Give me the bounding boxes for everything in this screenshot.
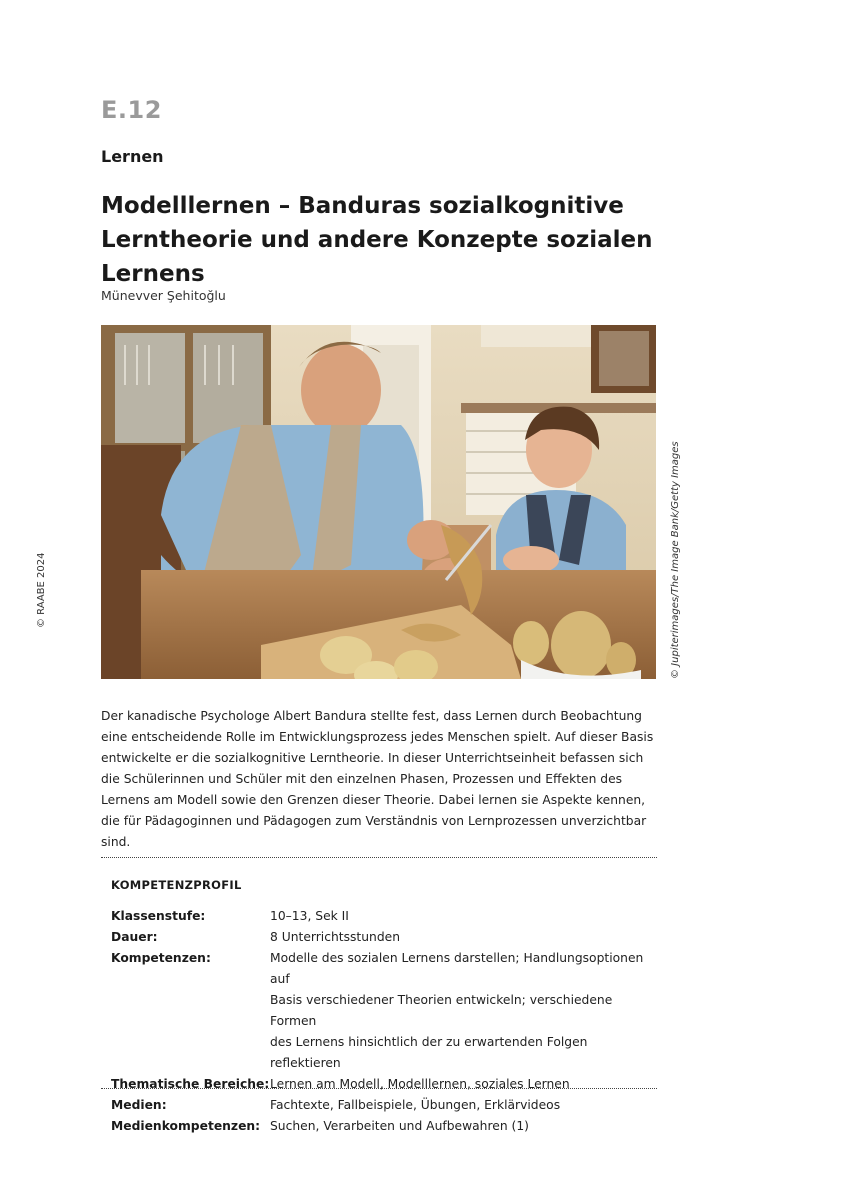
competence-profile-heading: KOMPETENZPROFIL [111,878,242,892]
profile-value: Lernen am Modell, Modelllernen, soziales Lernen [270,1077,570,1091]
profile-row-duration [111,927,651,948]
profile-row-media [111,1095,651,1116]
unit-code: E.12 [101,96,162,124]
profile-row-grade [111,906,651,927]
photo-credit: © Jupiterimages/The Image Bank/Getty Images [670,441,681,679]
profile-label: Dauer: [111,930,158,944]
category-label: Lernen [101,147,164,166]
intro-paragraph: Der kanadische Psychologe Albert Bandura stellte fest, dass Lernen durch Beobachtung eine entscheidende Rolle im Entwicklungsprozess jedes Menschen spielt. Auf dieser Basis entwickelte er die sozialkognitive Lerntheorie. In dieser Unterrichtseinheit befassen sich die Schülerinnen und Schüler mit den einzelnen Phasen, Prozessen und Effekten des Lernens am Modell sowie den Grenzen dieser Theorie. Dabei lernen sie Aspekte kennen, die für Pädagoginnen und Pädagogen zum Verständnis von Lernprozessen unverzichtbar sind. [101,709,654,849]
divider-bottom [101,1088,657,1089]
profile-value: Fachtexte, Fallbeispiele, Übungen, Erklärvideos [270,1098,561,1112]
profile-label: Medien: [111,1098,167,1112]
profile-value: 10–13, Sek II [270,909,349,923]
profile-value: 8 Unterrichtsstunden [270,930,400,944]
competence-profile-table [111,906,651,1137]
kitchen-scene-illustration [101,325,656,679]
cover-photo [101,325,656,679]
profile-value: Modelle des sozialen Lernens darstellen; Handlungsoptionen auf Basis verschiedener Theorien entwickeln; verschiedene Formen des Lernens hinsichtlich der zu erwartenden Folgen reflektieren [270,951,644,1070]
title-line-2: Lerntheorie und andere Konzepte sozialen Lernens [101,227,653,287]
profile-value: Suchen, Verarbeiten und Aufbewahren (1) [270,1119,529,1133]
author-name: Münevver Şehitoğlu [101,288,226,303]
profile-row-competences [111,948,651,1074]
title-line-1: Modelllernen – Banduras sozialkognitive [101,193,624,219]
intro-text [101,706,657,853]
page-title [101,189,701,291]
copyright-notice: © RAABE 2024 [36,552,47,628]
profile-label: Thematische Bereiche: [111,1077,270,1091]
profile-label: Kompetenzen: [111,951,211,965]
divider-top [101,857,657,858]
profile-label: Klassenstufe: [111,909,206,923]
profile-row-media-competences [111,1116,651,1137]
profile-row-topics [111,1074,651,1095]
profile-label: Medienkompetenzen: [111,1119,261,1133]
